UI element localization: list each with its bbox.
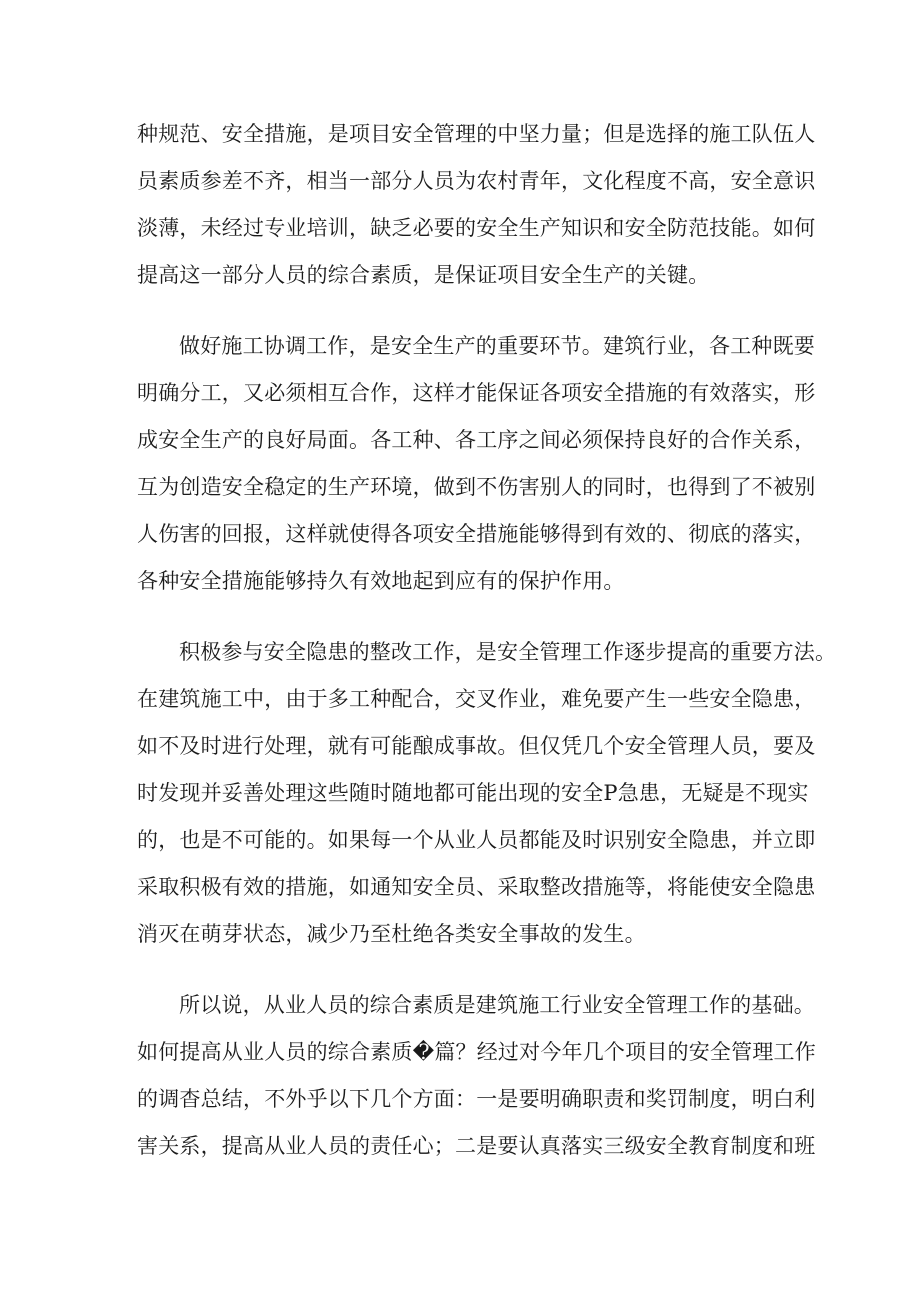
paragraph-line: 在建筑施工中，由于多工种配合，交叉作业，难免要产生一些安全隐患，	[137, 687, 816, 711]
paragraph-line: 明确分工，又必须相互合作，这样才能保证各项安全措施的有效落实，形	[137, 381, 816, 405]
paragraph-2	[137, 323, 816, 605]
paragraph-3	[137, 629, 837, 958]
paragraph-line: 害关系，提高从业人员的责任心；二是要认真落实三级安全教育制度和班	[137, 1134, 816, 1158]
paragraph-line: 各种安全措施能够持久有效地起到应有的保护作用。	[137, 569, 625, 593]
paragraph-line: 消灭在萌芽状态，减少乃至杜绝各类安全事故的发生。	[137, 922, 646, 946]
paragraph-line: 如何提高从业人员的综合素质�篇？经过对今年几个项目的安全管理工作	[137, 1040, 816, 1064]
paragraph-line: 如不及时进行处理，就有可能酿成事故。但仅凭几个安全管理人员，要及	[137, 734, 816, 758]
paragraph-line: 采取积极有效的措施，如通知安全员、采取整改措施等，将能使安全隐患	[137, 875, 816, 899]
paragraph-line: 种规范、安全措施，是项目安全管理的中坚力量；但是选择的施工队伍人	[137, 122, 816, 146]
paragraph-line: 淡薄，未经过专业培训，缺乏必要的安全生产知识和安全防范技能。如何	[137, 216, 816, 240]
paragraph-line: 积极参与安全隐患的整改工作，是安全管理工作逐步提高的重要方法。	[179, 640, 837, 664]
paragraph-line: 时发现并妥善处理这些随时随地都可能出现的安全P急患，无疑是不现实	[137, 781, 809, 805]
paragraph-line: 的，也是不可能的。如果每一个从业人员都能及时识别安全隐患，并立即	[137, 828, 816, 852]
document-body	[137, 111, 837, 1170]
paragraph-line: 提高这一部分人员的综合素质，是保证项目安全生产的关键。	[137, 263, 710, 287]
paragraph-line: 成安全生产的良好局面。各工种、各工序之间必须保持良好的合作关系，	[137, 428, 816, 452]
paragraph-line: 的调杳总结，不外乎以下几个方面：一是要明确职责和奖罚制度，明白利	[137, 1087, 816, 1111]
paragraph-line: 人伤害的回报，这样就使得各项安全措施能够得到有效的、彻底的落实，	[137, 522, 816, 546]
paragraph-line: 互为创造安全稳定的生产环境，做到不伤害别人的同时，也得到了不被别	[137, 475, 816, 499]
paragraph-spacer	[137, 605, 787, 629]
paragraph-line: 做好施工协调工作，是安全生产的重要环节。建筑行业，各工种既要	[179, 334, 815, 358]
paragraph-spacer	[137, 299, 787, 323]
paragraph-line: 所以说，从业人员的综合素质是建筑施工行业安全管理工作的基础。	[179, 993, 815, 1017]
paragraph-4	[137, 982, 816, 1170]
paragraph-1	[137, 111, 816, 299]
paragraph-line: 员素质参差不齐，相当一部分人员为农村青年，文化程度不高，安全意识	[137, 169, 816, 193]
paragraph-spacer	[137, 958, 787, 982]
